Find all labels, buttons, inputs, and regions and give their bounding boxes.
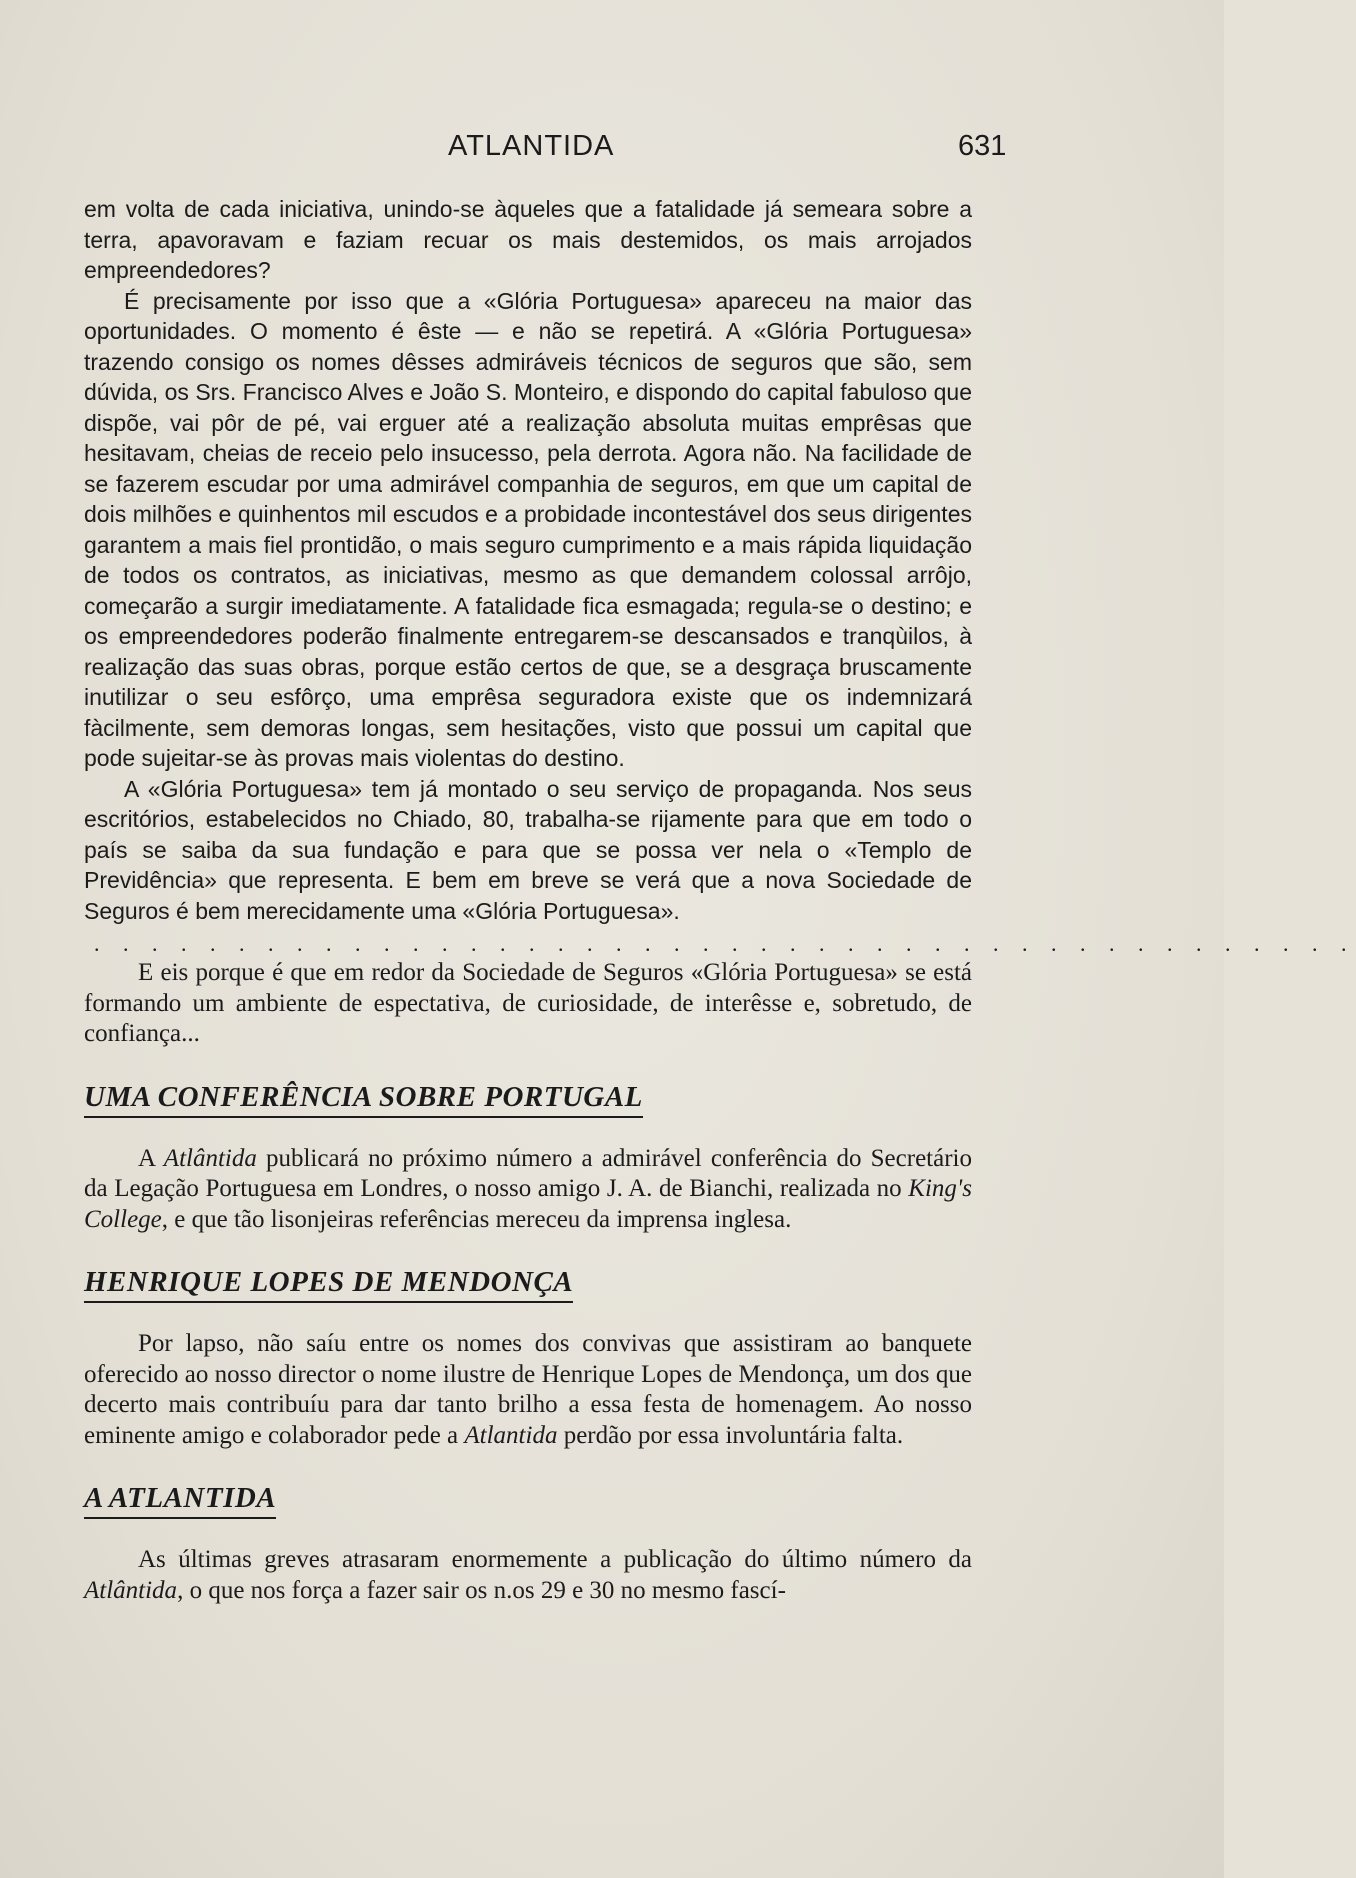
text-run: A [138, 1144, 164, 1172]
page-number: 631 [958, 130, 1007, 162]
heading-conferencia: UMA CONFERÊNCIA SOBRE PORTUGAL [84, 1080, 643, 1118]
paragraph-conferencia [84, 1144, 972, 1236]
text-run: Por lapso, não saíu entre os nomes dos convivas que assistiram ao banquete oferecido ao nosso director o nome ilustre de Henrique Lopes de Mendonça, um dos que decerto mais contribuíu para dar tanto brilho a essa festa de homenagem. Ao nosso eminente amigo e colaborador pede a [84, 1330, 972, 1449]
running-head [0, 130, 1224, 170]
italic-title: Atlantida [464, 1421, 558, 1449]
section-heading-wrap [84, 1481, 972, 1519]
heading-a-atlantida: A ATLANTIDA [84, 1481, 276, 1519]
text-run: publicará no próximo número a admirável conferência do Secretário da Legação Portuguesa em Londres, o nosso amigo J. A. de Bianchi, realizada no [84, 1144, 972, 1202]
running-title: ATLANTIDA [448, 130, 615, 162]
paragraph-propaganda: A «Glória Portuguesa» tem já montado o seu serviço de propaganda. Nos seus escritórios, estabelecidos no Chiado, 80, trabalha-se rijamente para que em todo o país se saiba da sua fundação e para que se possa ver nela o «Templo de Previdência» que representa. E bem em breve se verá que a nova Sociedade de Seguros é bem merecidamente uma «Glória Portuguesa». [84, 775, 972, 924]
italic-title: Atlântida [84, 1576, 178, 1604]
italic-title: King's College [84, 1175, 972, 1233]
paragraph-a-atlantida [84, 1545, 972, 1606]
dotted-separator: . . . . . . . . . . . . . . . . . . . . . . . . . . . . . . . . . . . . . . . . . . . . [94, 931, 1356, 956]
italic-title: Atlântida [163, 1144, 257, 1172]
text-run: , e que tão lisonjeiras referências mereceu da imprensa inglesa. [161, 1205, 792, 1233]
heading-henrique-lopes: HENRIQUE LOPES DE MENDONÇA [84, 1265, 573, 1303]
paragraph-gloria-portuguesa: É precisamente por isso que a «Glória Portuguesa» apareceu na maior das oportunidades. O momento é êste — e não se repetirá. A «Glória Portuguesa» trazendo consigo os nomes dêsses admiráveis técnicos de seguros que são, sem dúvida, os Srs. Francisco Alves e João S. Monteiro, e dispondo do capital fabuloso que dispõe, vai pôr de pé, vai erguer até a realização absoluta muitas emprêsas que hesitavam, cheias de receio pelo insucesso, pela derrota. Agora não. Na facilidade de se fazerem escudar por uma admirável companhia de seguros, em que um capital de dois milhões e quinhentos mil escudos e a probidade incontestável dos seus dirigentes garantem a mais fiel prontidão, o mais seguro cumprimento e a mais rápida liquidação de todos os contratos, as iniciativas, mesmo as que demandem colossal arrôjo, começarão a surgir imediatamente. A fatalidade fica esmagada; regula-se o destino; e os empreendedores poderão finalmente entregarem-se descansados e tranqùilos, à realização das suas obras, porque estão certos de que, se a desgraça bruscamente inutilizar o seu esfôrço, uma emprêsa seguradora existe que os indemnizará fàcilmente, sem demoras longas, sem hesitações, visto que possui um capital que pode sujeitar-se às provas mais violentas do destino. [84, 287, 972, 771]
article-body [84, 194, 1356, 1606]
section-heading-wrap [84, 1080, 972, 1118]
paragraph-henrique-lopes [84, 1329, 972, 1451]
text-run: As últimas greves atrasaram enormemente a publicação do último número da [138, 1546, 972, 1573]
section-heading-wrap [84, 1265, 972, 1303]
paragraph-continuation: em volta de cada iniciativa, unindo-se àqueles que a fatalidade já semeara sobre a terra, apavoravam e faziam recuar os mais destemidos, os mais arrojados empreendedores? [84, 196, 972, 283]
text-run: , o que nos força a fazer sair os n.os 29 e 30 no mesmo fascí- [177, 1576, 786, 1604]
paragraph-closing: E eis porque é que em redor da Sociedade de Seguros «Glória Portuguesa» se está formando um ambiente de espectativa, de curiosidade, de interêsse e, sobretudo, de confiança... [84, 959, 972, 1047]
text-run: perdão por essa involuntária falta. [557, 1421, 904, 1449]
